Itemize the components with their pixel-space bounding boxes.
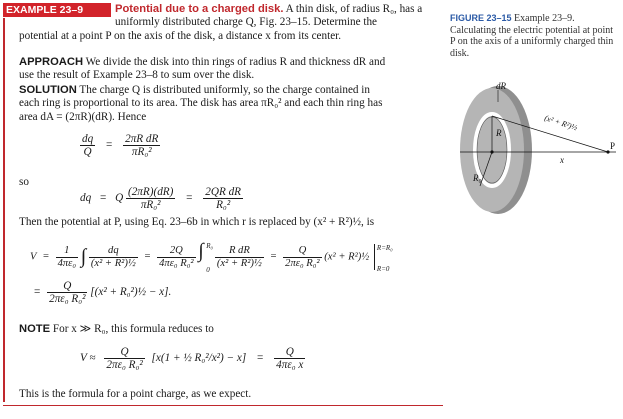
eq2-mid-den: πR₀² (140, 199, 161, 211)
eq2-rhs-den: R₀² (216, 199, 231, 211)
note-text: For x ≫ R₀, this formula reduces to (52, 323, 214, 335)
label-R0: R₀ (473, 173, 482, 183)
equation-dq: dq = Q $\frac{(2\pi R)(dR)}{\text{πR₀²}}$ = $\frac{\text{2QR dR}}{\text{R₀²}}$ (80, 186, 241, 211)
label-P: P (610, 141, 616, 151)
note-eq-b-den: 4πε₀ x (276, 359, 304, 371)
note-paragraph (19, 323, 439, 336)
eq1-rhs-num: 2πR dR (125, 133, 159, 145)
eq1-lhs-den: Q (83, 146, 92, 158)
eq2-mid-num: (2πR)(dR) (127, 186, 174, 198)
approach-heading: APPROACH (19, 56, 84, 68)
eq3-e-den: 2πε₀ R₀² (285, 257, 320, 269)
example-bottom-rule (3, 405, 443, 406)
note-eq-bracket: [x(1 + ½ R₀²/x²) − x] (151, 352, 247, 365)
eq3-a-num: 1 (56, 245, 78, 258)
eq2-rhs-num: 2QR dR (205, 186, 241, 198)
eq3-e-tail: (x² + R²)½ (324, 251, 370, 263)
solution-heading: SOLUTION (19, 84, 77, 96)
equation-potential-result: = $\frac{Q}{\text{2πε₀ R₀²}}$ [(x² + R₀²)½ − x]. (34, 280, 172, 305)
eq3-b-den: (x² + R²)½ (90, 257, 136, 269)
example-intro-line-2: potential at a point P on the axis of the disk, a distance x from its center. (19, 30, 342, 42)
eq3-eval-top: R=R₀ (376, 244, 393, 252)
figure-label: FIGURE 23–15 (450, 13, 512, 23)
note-eq-a-den: 2πε₀ R₀² (106, 359, 143, 371)
note-closing: This is the formula for a point charge, as we expect. (19, 388, 252, 400)
eq3-upper-limit: R₀ (206, 242, 213, 250)
equation-ratio: $\frac{dq}{Q}$ = $\frac{\text{2πR dR}}{\text{πR₀²}}$ (82, 133, 159, 158)
note-eq-a-num: Q (104, 346, 144, 359)
label-x: x (560, 155, 564, 165)
eq3-d-num: R dR (215, 245, 264, 258)
figure-disk-diagram (440, 78, 620, 218)
eq3-b-num: dq (89, 245, 138, 258)
note-heading: NOTE (19, 323, 51, 335)
eq1-rhs-den: πR₀² (131, 146, 152, 158)
eq3-lhs: V (30, 251, 37, 263)
solution-line-2: each ring is proportional to its area. The disk has area πR₀² and each thin ring has (19, 97, 383, 109)
label-R: R (496, 128, 502, 138)
then-sentence: Then the potential at P, using Eq. 23–6b in which r is replaced by (x² + R²)½, is (19, 216, 375, 228)
eq3-d-den: (x² + R²)½ (216, 257, 262, 269)
eq2-mid-pre: Q (115, 192, 124, 205)
label-dR: dR (496, 81, 506, 91)
label-distance: (x² + R²)½ (543, 113, 579, 133)
figure-caption (450, 13, 618, 59)
example-side-rule (3, 18, 5, 402)
equation-limit: V ≈ $\frac{Q}{\text{2πε₀ R₀²}}$ [x(1 + ½ R₀²/x²) − x] = $\frac{Q}{\text{4πε₀ x}}$ (80, 346, 304, 371)
eq1-lhs-num: dq (82, 133, 94, 145)
note-eq-b-num: Q (274, 346, 305, 359)
eq3-lower-limit: 0 (206, 266, 210, 274)
eq3-c-den: 4πε₀ R₀² (159, 257, 194, 269)
note-eq-lhs: V ≈ (80, 352, 96, 365)
eq4-num: Q (47, 280, 87, 293)
example-intro-line-1: A thin disk, of radius R₀, has a uniformly distributed charge Q, Fig. 23–15. Determine the (115, 3, 423, 28)
eq2-lhs: dq (80, 192, 92, 205)
example-title: Potential due to a charged disk. (115, 3, 284, 15)
equation-potential: V = $\frac{1}{\text{4πε₀}}$ ∫ $\frac{dq}{\text{(x² + R²)½}}$ = $\frac{2Q}{\text{4πε₀ R₀²}}$ ∫ R₀ 0 $\frac{\text{R dR}}{\text{(x² + R²)½}}$ = $\frac{Q}{\text{2πε₀ R₀²}}$ (x² + R²)½ R=R₀ R=0 (30, 244, 398, 270)
approach-line-1: We divide the disk into thin rings of radius R and thickness dR and (85, 56, 386, 68)
solution-line-3: area dA = (2πR)(dR). Hence (19, 111, 147, 123)
eq4-tail: [(x² + R₀²)½ − x]. (90, 286, 172, 299)
eq3-eval-bottom: R=0 (376, 265, 390, 273)
eq3-c-num: 2Q (157, 245, 195, 258)
figure-caption-text: Example 23–9. Calculating the electric potential at point P on the axis of a uniformly charged thin disk. (450, 13, 614, 59)
approach-paragraph (19, 56, 437, 69)
approach-line-2: use the result of Example 23–8 to sum over the disk. (19, 69, 255, 81)
example-label: EXAMPLE 23–9 (3, 3, 111, 17)
so-word: so (19, 176, 29, 188)
eq3-e-num: Q (283, 245, 321, 258)
solution-line-1: The charge Q is distributed uniformly, so the charge contained in (79, 84, 371, 96)
eq4-den: 2πε₀ R₀² (49, 293, 86, 305)
solution-paragraph (19, 84, 437, 97)
eq3-a-den: 4πε₀ (57, 257, 77, 269)
example-intro (115, 3, 441, 29)
